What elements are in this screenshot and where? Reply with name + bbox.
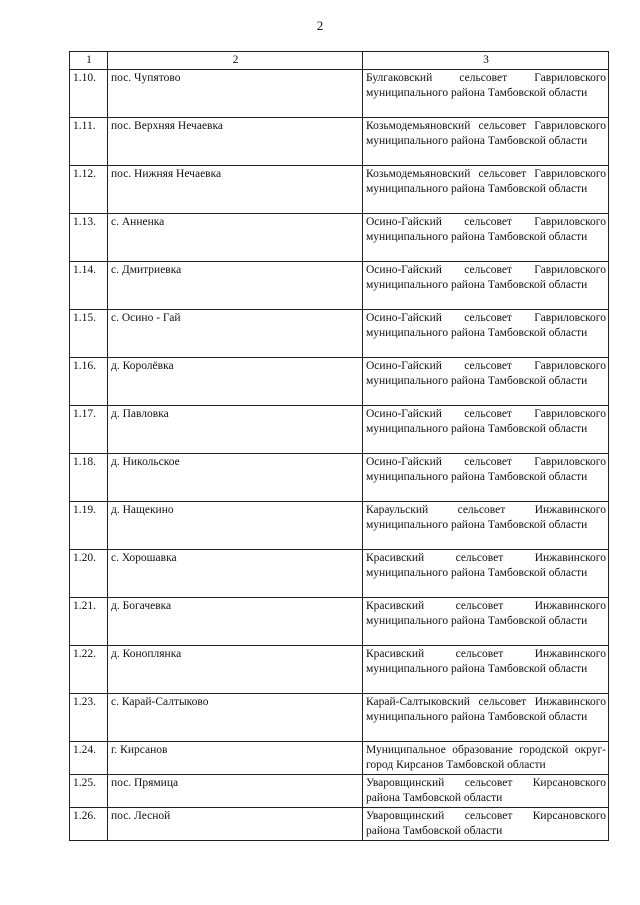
settlements-table <box>69 51 609 841</box>
settlement-name: с. Хорошавка <box>108 550 363 598</box>
page-number: 2 <box>316 18 324 33</box>
settlement-name: д. Королёвка <box>108 358 363 406</box>
row-number: 1.18. <box>70 454 108 502</box>
table-row <box>70 694 609 742</box>
municipality: Уваровщинский сельсовет Кирсановского района Тамбовской области <box>363 808 609 841</box>
municipality: Осино-Гайский сельсовет Гавриловского муниципального района Тамбовской области <box>363 214 609 262</box>
settlement-name: д. Богачевка <box>108 598 363 646</box>
table-row <box>70 262 609 310</box>
row-number: 1.19. <box>70 502 108 550</box>
row-number: 1.21. <box>70 598 108 646</box>
municipality: Осино-Гайский сельсовет Гавриловского муниципального района Тамбовской области <box>363 358 609 406</box>
row-number: 1.20. <box>70 550 108 598</box>
table-row <box>70 775 609 808</box>
settlement-name: пос. Нижняя Нечаевка <box>108 166 363 214</box>
table-row <box>70 454 609 502</box>
table-row <box>70 502 609 550</box>
settlement-name: д. Никольское <box>108 454 363 502</box>
row-number: 1.22. <box>70 646 108 694</box>
municipality: Осино-Гайский сельсовет Гавриловского муниципального района Тамбовской области <box>363 310 609 358</box>
table-row <box>70 358 609 406</box>
row-number: 1.17. <box>70 406 108 454</box>
settlement-name: пос. Лесной <box>108 808 363 841</box>
row-number: 1.16. <box>70 358 108 406</box>
table-row <box>70 406 609 454</box>
table-row <box>70 598 609 646</box>
municipality: Муниципальное образование городской округ-город Кирсанов Тамбовской области <box>363 742 609 775</box>
municipality: Осино-Гайский сельсовет Гавриловского муниципального района Тамбовской области <box>363 262 609 310</box>
municipality: Осино-Гайский сельсовет Гавриловского муниципального района Тамбовской области <box>363 454 609 502</box>
row-number: 1.12. <box>70 166 108 214</box>
table-row <box>70 808 609 841</box>
column-header: 2 <box>108 52 363 70</box>
municipality: Карай-Салтыковский сельсовет Инжавинского муниципального района Тамбовской области <box>363 694 609 742</box>
settlement-name: с. Карай-Салтыково <box>108 694 363 742</box>
settlement-name: д. Павловка <box>108 406 363 454</box>
table-row <box>70 70 609 118</box>
row-number: 1.25. <box>70 775 108 808</box>
table-row <box>70 118 609 166</box>
settlement-name: с. Осино - Гай <box>108 310 363 358</box>
settlement-name: г. Кирсанов <box>108 742 363 775</box>
settlement-name: пос. Верхняя Нечаевка <box>108 118 363 166</box>
municipality: Уваровщинский сельсовет Кирсановского района Тамбовской области <box>363 775 609 808</box>
row-number: 1.13. <box>70 214 108 262</box>
table-row <box>70 550 609 598</box>
municipality: Козьмодемьяновский сельсовет Гавриловского муниципального района Тамбовской области <box>363 166 609 214</box>
table-row <box>70 310 609 358</box>
municipality: Караульский сельсовет Инжавинского муниципального района Тамбовской области <box>363 502 609 550</box>
settlement-name: с. Дмитриевка <box>108 262 363 310</box>
column-header: 1 <box>70 52 108 70</box>
municipality: Козьмодемьяновский сельсовет Гавриловского муниципального района Тамбовской области <box>363 118 609 166</box>
table-row <box>70 214 609 262</box>
settlement-name: пос. Прямица <box>108 775 363 808</box>
table-row <box>70 166 609 214</box>
table-row <box>70 742 609 775</box>
row-number: 1.11. <box>70 118 108 166</box>
municipality: Красивский сельсовет Инжавинского муниципального района Тамбовской области <box>363 646 609 694</box>
settlement-name: с. Анненка <box>108 214 363 262</box>
row-number: 1.23. <box>70 694 108 742</box>
row-number: 1.26. <box>70 808 108 841</box>
settlement-name: д. Нащекино <box>108 502 363 550</box>
municipality: Красивский сельсовет Инжавинского муниципального района Тамбовской области <box>363 550 609 598</box>
column-header: 3 <box>363 52 609 70</box>
row-number: 1.24. <box>70 742 108 775</box>
table-row <box>70 646 609 694</box>
row-number: 1.14. <box>70 262 108 310</box>
municipality: Булгаковский сельсовет Гавриловского муниципального района Тамбовской области <box>363 70 609 118</box>
municipality: Осино-Гайский сельсовет Гавриловского муниципального района Тамбовской области <box>363 406 609 454</box>
row-number: 1.15. <box>70 310 108 358</box>
municipality: Красивский сельсовет Инжавинского муниципального района Тамбовской области <box>363 598 609 646</box>
row-number: 1.10. <box>70 70 108 118</box>
settlement-name: пос. Чупятово <box>108 70 363 118</box>
table-header-row <box>70 52 609 70</box>
settlement-name: д. Коноплянка <box>108 646 363 694</box>
